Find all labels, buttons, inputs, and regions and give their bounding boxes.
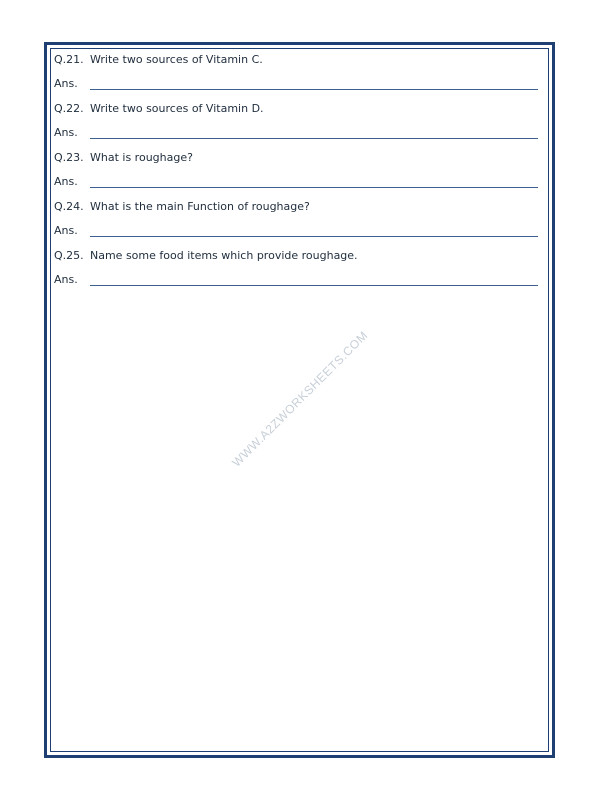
- answer-line[interactable]: [90, 175, 538, 188]
- question-row: [54, 148, 193, 166]
- question-text: Write two sources of Vitamin D.: [90, 101, 264, 115]
- question-number: Q.23.: [54, 150, 84, 164]
- answer-row: [54, 74, 540, 92]
- question-text: Write two sources of Vitamin C.: [90, 52, 263, 66]
- question-row: [54, 99, 264, 117]
- question-text: What is roughage?: [90, 150, 193, 164]
- question-item-23: [54, 148, 540, 197]
- answer-line[interactable]: [90, 224, 538, 237]
- answer-row: [54, 123, 540, 141]
- question-number: Q.22.: [54, 101, 84, 115]
- question-row: [54, 50, 263, 68]
- answer-label: Ans.: [54, 125, 78, 139]
- answer-row: [54, 270, 540, 288]
- answer-line[interactable]: [90, 273, 538, 286]
- answer-label: Ans.: [54, 223, 78, 237]
- answer-label: Ans.: [54, 174, 78, 188]
- answer-line[interactable]: [90, 77, 538, 90]
- answer-label: Ans.: [54, 76, 78, 90]
- answer-row: [54, 172, 540, 190]
- answer-row: [54, 221, 540, 239]
- question-number: Q.21.: [54, 52, 84, 66]
- watermark: WWW.A2ZWORKSHEETS.COM: [229, 328, 371, 470]
- answer-line[interactable]: [90, 126, 538, 139]
- question-text: What is the main Function of roughage?: [90, 199, 310, 213]
- answer-label: Ans.: [54, 272, 78, 286]
- question-item-24: [54, 197, 540, 246]
- question-text: Name some food items which provide roughage.: [90, 248, 358, 262]
- question-item-21: [54, 50, 540, 99]
- question-item-25: [54, 246, 540, 295]
- question-number: Q.25.: [54, 248, 84, 262]
- question-list: [54, 50, 540, 295]
- question-item-22: [54, 99, 540, 148]
- question-number: Q.24.: [54, 199, 84, 213]
- question-row: [54, 246, 358, 264]
- question-row: [54, 197, 310, 215]
